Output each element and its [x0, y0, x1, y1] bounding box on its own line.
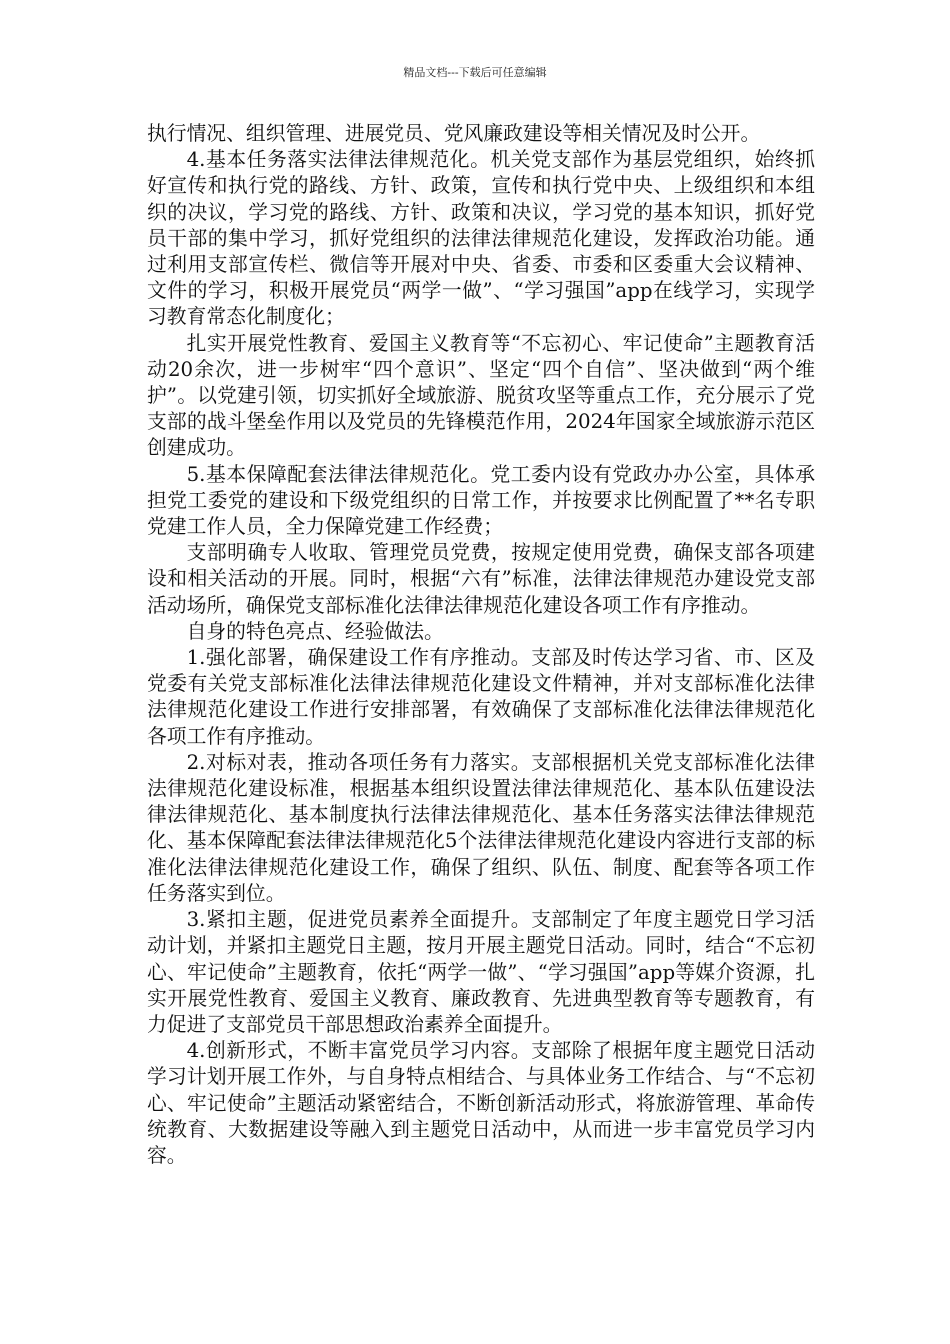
paragraph-1: 执行情况、组织管理、进展党员、党风廉政建设等相关情况及时公开。 [147, 122, 761, 145]
page-header: 精品文档---下载后可任意编辑 [403, 66, 547, 79]
paragraph-6: 自身的特色亮点、经验做法。 [186, 619, 444, 643]
document-body [147, 121, 815, 1169]
paragraph-9: 3.紧扣主题，促进党员素养全面提升。支部制定了年度主题党日学习活动计划，并紧扣主题党日主题，按月开展主题党日活动。同时，结合“不忘初心、牢记使命”主题教育，依托“两学一做”、“学习强国”app等媒介资源，扎实开展党性教育、爱国主义教育、廉政教育、先进典型教育等专题教育，有力促进了支部党员干部思想政治素养全面提升。 [147, 908, 815, 1036]
paragraph-4: 5.基本保障配套法律法律规范化。党工委内设有党政办办公室，具体承担党工委党的建设和下级党组织的日常工作，并按要求比例配置了**名专职党建工作人员，全力保障党建工作经费； [147, 462, 815, 539]
paragraph-3: 扎实开展党性教育、爱国主义教育等“不忘初心、牢记使命”主题教育活动20余次，进一步树牢“四个意识”、坚定“四个自信”、坚决做到“两个维护”。以党建引领，切实抓好全域旅游、脱贫攻坚等重点工作，充分展示了党支部的战斗堡垒作用以及党员的先锋模范作用，2024年国家全域旅游示范区创建成功。 [147, 331, 815, 460]
paragraph-10: 4.创新形式，不断丰富党员学习内容。支部除了根据年度主题党日活动学习计划开展工作外，与自身特点相结合、与具体业务工作结合、与“不忘初心、牢记使命”主题活动紧密结合，不断创新活动形式，将旅游管理、革命传统教育、大数据建设等融入到主题党日活动中，从而进一步丰富党员学习内容。 [147, 1039, 815, 1167]
paragraph-2: 4.基本任务落实法律法律规范化。机关党支部作为基层党组织，始终抓好宣传和执行党的路线、方针、政策，宣传和执行党中央、上级组织和本组织的决议，学习党的路线、方针、政策和决议，学习党的基本知识，抓好党员干部的集中学习，抓好党组织的法律法律规范化建设，发挥政治功能。通过利用支部宣传栏、微信等开展对中央、省委、市委和区委重大会议精神、文件的学习，积极开展党员“两学一做”、“学习强国”app在线学习，实现学习教育常态化制度化； [147, 148, 815, 329]
paragraph-8: 2.对标对表，推动各项任务有力落实。支部根据机关党支部标准化法律法律规范化建设标准，根据基本组织设置法律法律规范化、基本队伍建设法律法律规范化、基本制度执行法律法律规范化、基本任务落实法律法律规范化、基本保障配套法律法律规范化5个法律法律规范化建设内容进行支部的标准化法律法律规范化建设工作，确保了组织、队伍、制度、配套等各项工作任务落实到位。 [147, 750, 815, 905]
paragraph-5: 支部明确专人收取、管理党员党费，按规定使用党费，确保支部各项建设和相关活动的开展。同时，根据“六有”标准，法律法律规范办建设党支部活动场所，确保党支部标准化法律法律规范化建设各项工作有序推动。 [147, 541, 815, 617]
paragraph-7: 1.强化部署，确保建设工作有序推动。支部及时传达学习省、市、区及党委有关党支部标准化法律法律规范化建设文件精神，并对支部标准化法律法律规范化建设工作进行安排部署，有效确保了支部标准化法律法律规范化各项工作有序推动。 [147, 646, 815, 748]
